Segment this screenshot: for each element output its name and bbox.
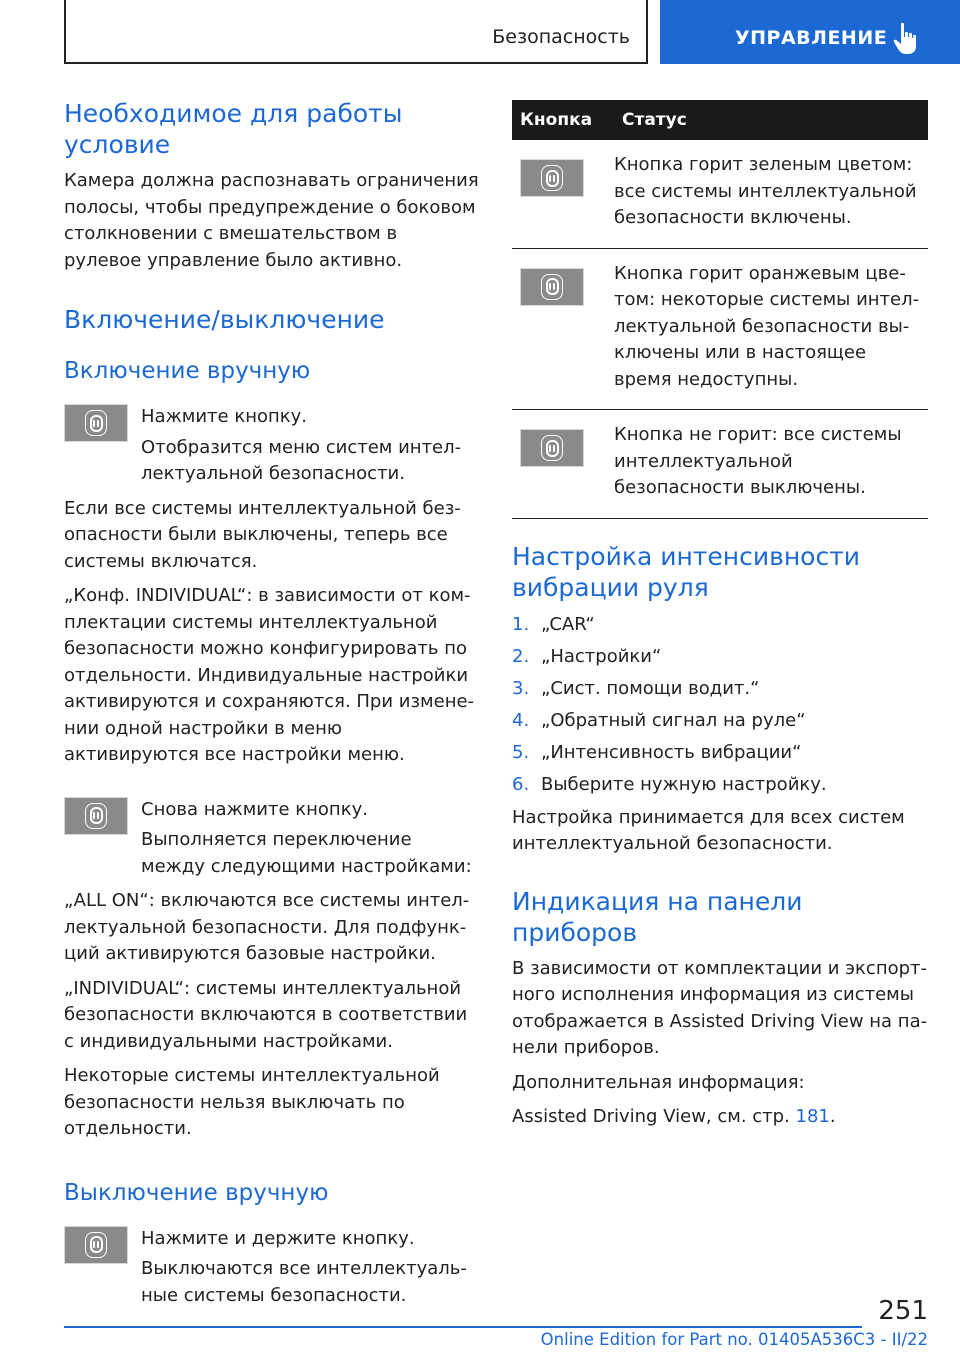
heading-manual-off: Выключение вручную [64, 1179, 329, 1206]
text-config-individual: „Конф. INDIVIDUAL“: в зависимости от комплектации системы интеллектуальной безопасности можно конфигурировать по отдельности. Индивидуальные настройки активируются и сохраняются. При изменении одной настройки в меню активируются все настройки меню. [64, 585, 475, 765]
page-link[interactable]: 181 [795, 1106, 830, 1127]
heading-on-off: Включение/выключение [64, 305, 385, 334]
footer-rule [64, 1326, 862, 1328]
text-display: В зависимости от комплектации и экспортного исполнения информация из системы отображается в Assisted Driving View на панели приборов. [512, 957, 928, 1058]
driver-assist-icon [85, 410, 107, 436]
page-number: 251 [878, 1296, 928, 1326]
text-all-on: „ALL ON“: включаются все системы интеллектуальной безопасности. Для подфункций активируются базовые настройки. [64, 890, 470, 964]
heading-manual-on: Включение вручную [64, 358, 311, 384]
button-green-image [520, 159, 584, 197]
heading-vibration: Настройка интенсивности вибрации руля [512, 541, 861, 602]
text-press-again: Снова нажмите кнопку. [141, 798, 368, 820]
driver-assist-icon [541, 274, 563, 300]
list-item: 3. „Сист. помощи водит.“ [512, 677, 760, 699]
driver-assist-button-image [64, 797, 128, 835]
right-column [512, 100, 928, 1131]
list-item: 6. Выберите нужную настройку. [512, 773, 827, 795]
button-status-table [512, 100, 928, 519]
button-orange-image [520, 268, 584, 306]
left-column [64, 98, 480, 1309]
driver-assist-button-image [64, 404, 128, 442]
manual-on-block [64, 404, 480, 488]
table-header-button: Кнопка [512, 100, 614, 140]
table-row [512, 248, 928, 410]
chapter-tab [660, 0, 960, 64]
list-item: 2. „Настройки“ [512, 645, 662, 667]
manual-off-block [64, 1226, 480, 1310]
text-more-info: Дополнительная информация: [512, 1071, 805, 1093]
heading-display: Индикация на панели приборов [512, 886, 803, 947]
hand-pointer-icon [892, 22, 920, 56]
text-some-systems: Некоторые системы интеллектуальной безопасности нельзя выключать по отдельности. [64, 1065, 440, 1139]
heading-condition: Необходимое для работы условие [64, 99, 403, 159]
table-header-status: Статус [614, 100, 928, 140]
status-cell: Кнопка горит оранжевым цветом: некоторые системы интеллектуальной безопасности выключены или в настоящее время недоступны. [614, 248, 928, 410]
driver-assist-button-image [64, 1226, 128, 1264]
list-item: 1. „CAR“ [512, 613, 595, 635]
table-row [512, 140, 928, 248]
text-press-button: Нажмите кнопку. [141, 406, 308, 427]
text-toggle-settings: Выполняется переключение между следующими настройками: [141, 829, 472, 877]
text-individual: „INDIVIDUAL“: системы интеллектуальной безопасности включаются в соответствии с индивидуальными настройками. [64, 977, 468, 1052]
list-item: 4. „Обратный сигнал на руле“ [512, 709, 806, 731]
status-cell: Кнопка горит зеленым цветом: все системы интеллектуальной безопасности включены. [614, 140, 928, 248]
section-title: Безопасность [492, 26, 630, 48]
table-row [512, 410, 928, 519]
text-setting-all: Настройка принимается для всех систем интеллектуальной безопасности. [512, 806, 905, 854]
list-item: 5. „Интенсивность вибрации“ [512, 741, 802, 763]
text-condition: Камера должна распознавать ограничения полосы, чтобы предупреждение о боковом столкновении с вмешательством в рулевое управление было активно. [64, 170, 479, 271]
text-if-all-off: Если все системы интеллектуальной безопасности были выключены, теперь все системы включатся. [64, 497, 461, 572]
header-section-box [64, 0, 648, 64]
edition-note: Online Edition for Part no. 01405A536C3 - II/22 [540, 1330, 928, 1349]
chapter-title: УПРАВЛЕНИЕ [735, 27, 888, 49]
button-off-image [520, 429, 584, 467]
driver-assist-icon [541, 435, 563, 461]
text-all-off: Выключаются все интеллектуальные системы безопасности. [141, 1258, 467, 1306]
table-header-row [512, 100, 928, 140]
driver-assist-icon [85, 803, 107, 829]
text-menu-shown: Отобразится меню систем интеллектуальной безопасности. [141, 436, 462, 484]
driver-assist-icon [541, 165, 563, 191]
text-reference: Assisted Driving View, см. стр. 181. [512, 1106, 836, 1127]
status-cell: Кнопка не горит: все системы интеллектуальной безопасности выключены. [614, 410, 928, 519]
steps-list [512, 609, 928, 801]
press-again-block [64, 797, 480, 881]
driver-assist-icon [85, 1232, 107, 1258]
text-press-hold: Нажмите и держите кнопку. [141, 1227, 415, 1249]
